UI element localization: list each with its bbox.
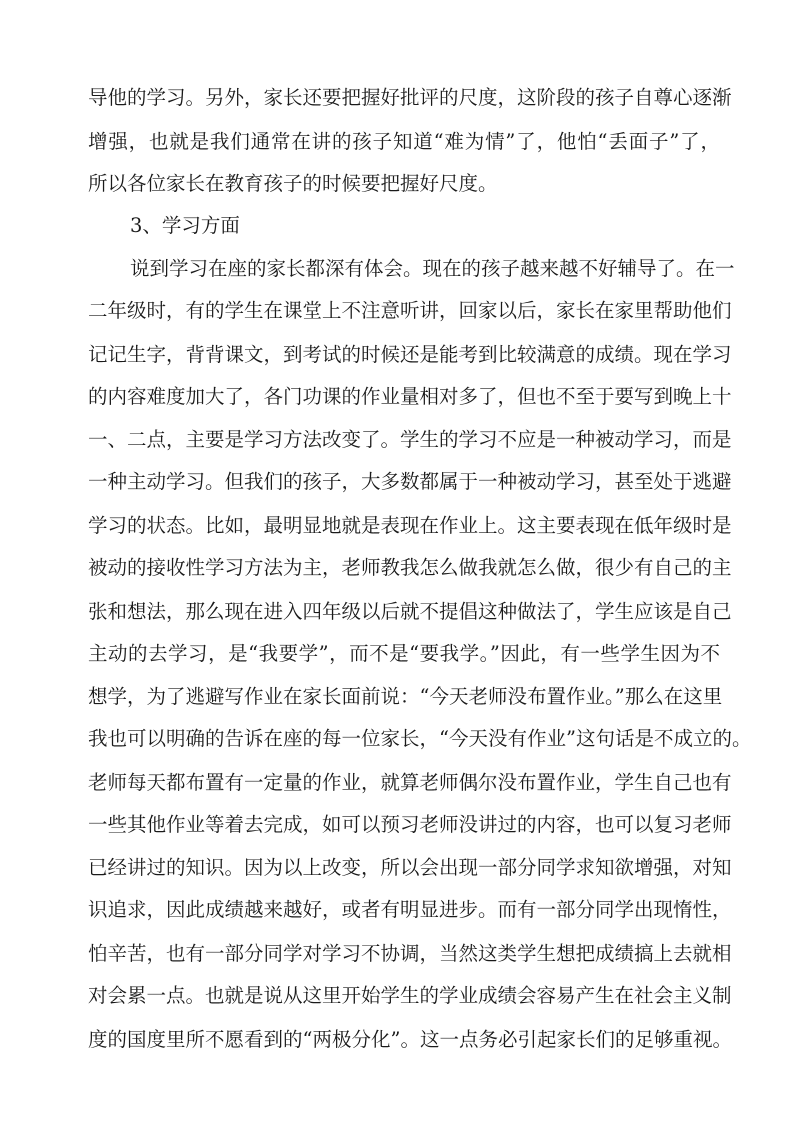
paragraph-line: 已经讲过的知识。因为以上改变，所以会出现一部分同学求知欲增强，对知 [88,856,732,879]
paragraph-line: 一些其他作业等着去完成，如可以预习老师没讲过的内容，也可以复习老师 [88,813,732,836]
paragraph-line: 记记生字，背背课文，到考试的时候还是能考到比较满意的成绩。现在学习 [88,343,732,366]
paragraph-first-line: 说到学习在座的家长都深有体会。现在的孩子越来越不好辅导了。在一 [130,257,735,280]
paragraph-line: 的内容难度加大了，各门功课的作业量相对多了，但也不至于要写到晚上十 [88,385,732,408]
paragraph-line: 学习的状态。比如，最明显地就是表现在作业上。这主要表现在低年级时是 [88,514,732,537]
paragraph-line: 所以各位家长在教育孩子的时候要把握好尺度。 [88,172,498,195]
paragraph-line: 一种主动学习。但我们的孩子，大多数都属于一种被动学习，甚至处于逃避 [88,470,732,493]
paragraph-line: 对会累一点。也就是说从这里开始学生的学业成绩会容易产生在社会主义制 [88,984,732,1007]
paragraph-line: 度的国度里所不愿看到的“两极分化”。这一点务必引起家长们的足够重视。 [88,1028,732,1051]
paragraph-line: 识追求，因此成绩越来越好，或者有明显进步。而有一部分同学出现惰性， [88,898,732,921]
paragraph-line: 张和想法，那么现在进入四年级以后就不提倡这种做法了，学生应该是自己 [88,600,732,623]
paragraph-line: 一、二点，主要是学习方法改变了。学生的学习不应是一种被动学习，而是 [88,428,732,451]
paragraph-line: 老师每天都布置有一定量的作业，就算老师偶尔没布置作业，学生自己也有 [88,771,732,794]
paragraph-line: 主动的去学习，是“我要学”，而不是“要我学。”因此，有一些学生因为不 [88,642,720,665]
paragraph-line: 怕辛苦，也有一部分同学对学习不协调，当然这类学生想把成绩搞上去就相 [88,942,732,965]
paragraph-line: 想学，为了逃避写作业在家长面前说：“今天老师没布置作业。”那么在这里 [88,685,723,708]
paragraph-line: 导他的学习。另外，家长还要把握好批评的尺度，这阶段的孩子自尊心逐渐 [88,86,732,109]
paragraph-line: 我也可以明确的告诉在座的每一位家长，“今天没有作业”这句话是不成立的。 [88,727,752,750]
paragraph-line: 二年级时，有的学生在课堂上不注意听讲，回家以后，家长在家里帮助他们 [88,299,732,322]
section-heading: 3、学习方面 [130,214,240,237]
paragraph-line: 被动的接收性学习方法为主，老师教我怎么做我就怎么做，很少有自己的主 [88,556,732,579]
paragraph-line: 增强，也就是我们通常在讲的孩子知道“难为情”了，他怕“丢面子”了， [88,130,720,153]
